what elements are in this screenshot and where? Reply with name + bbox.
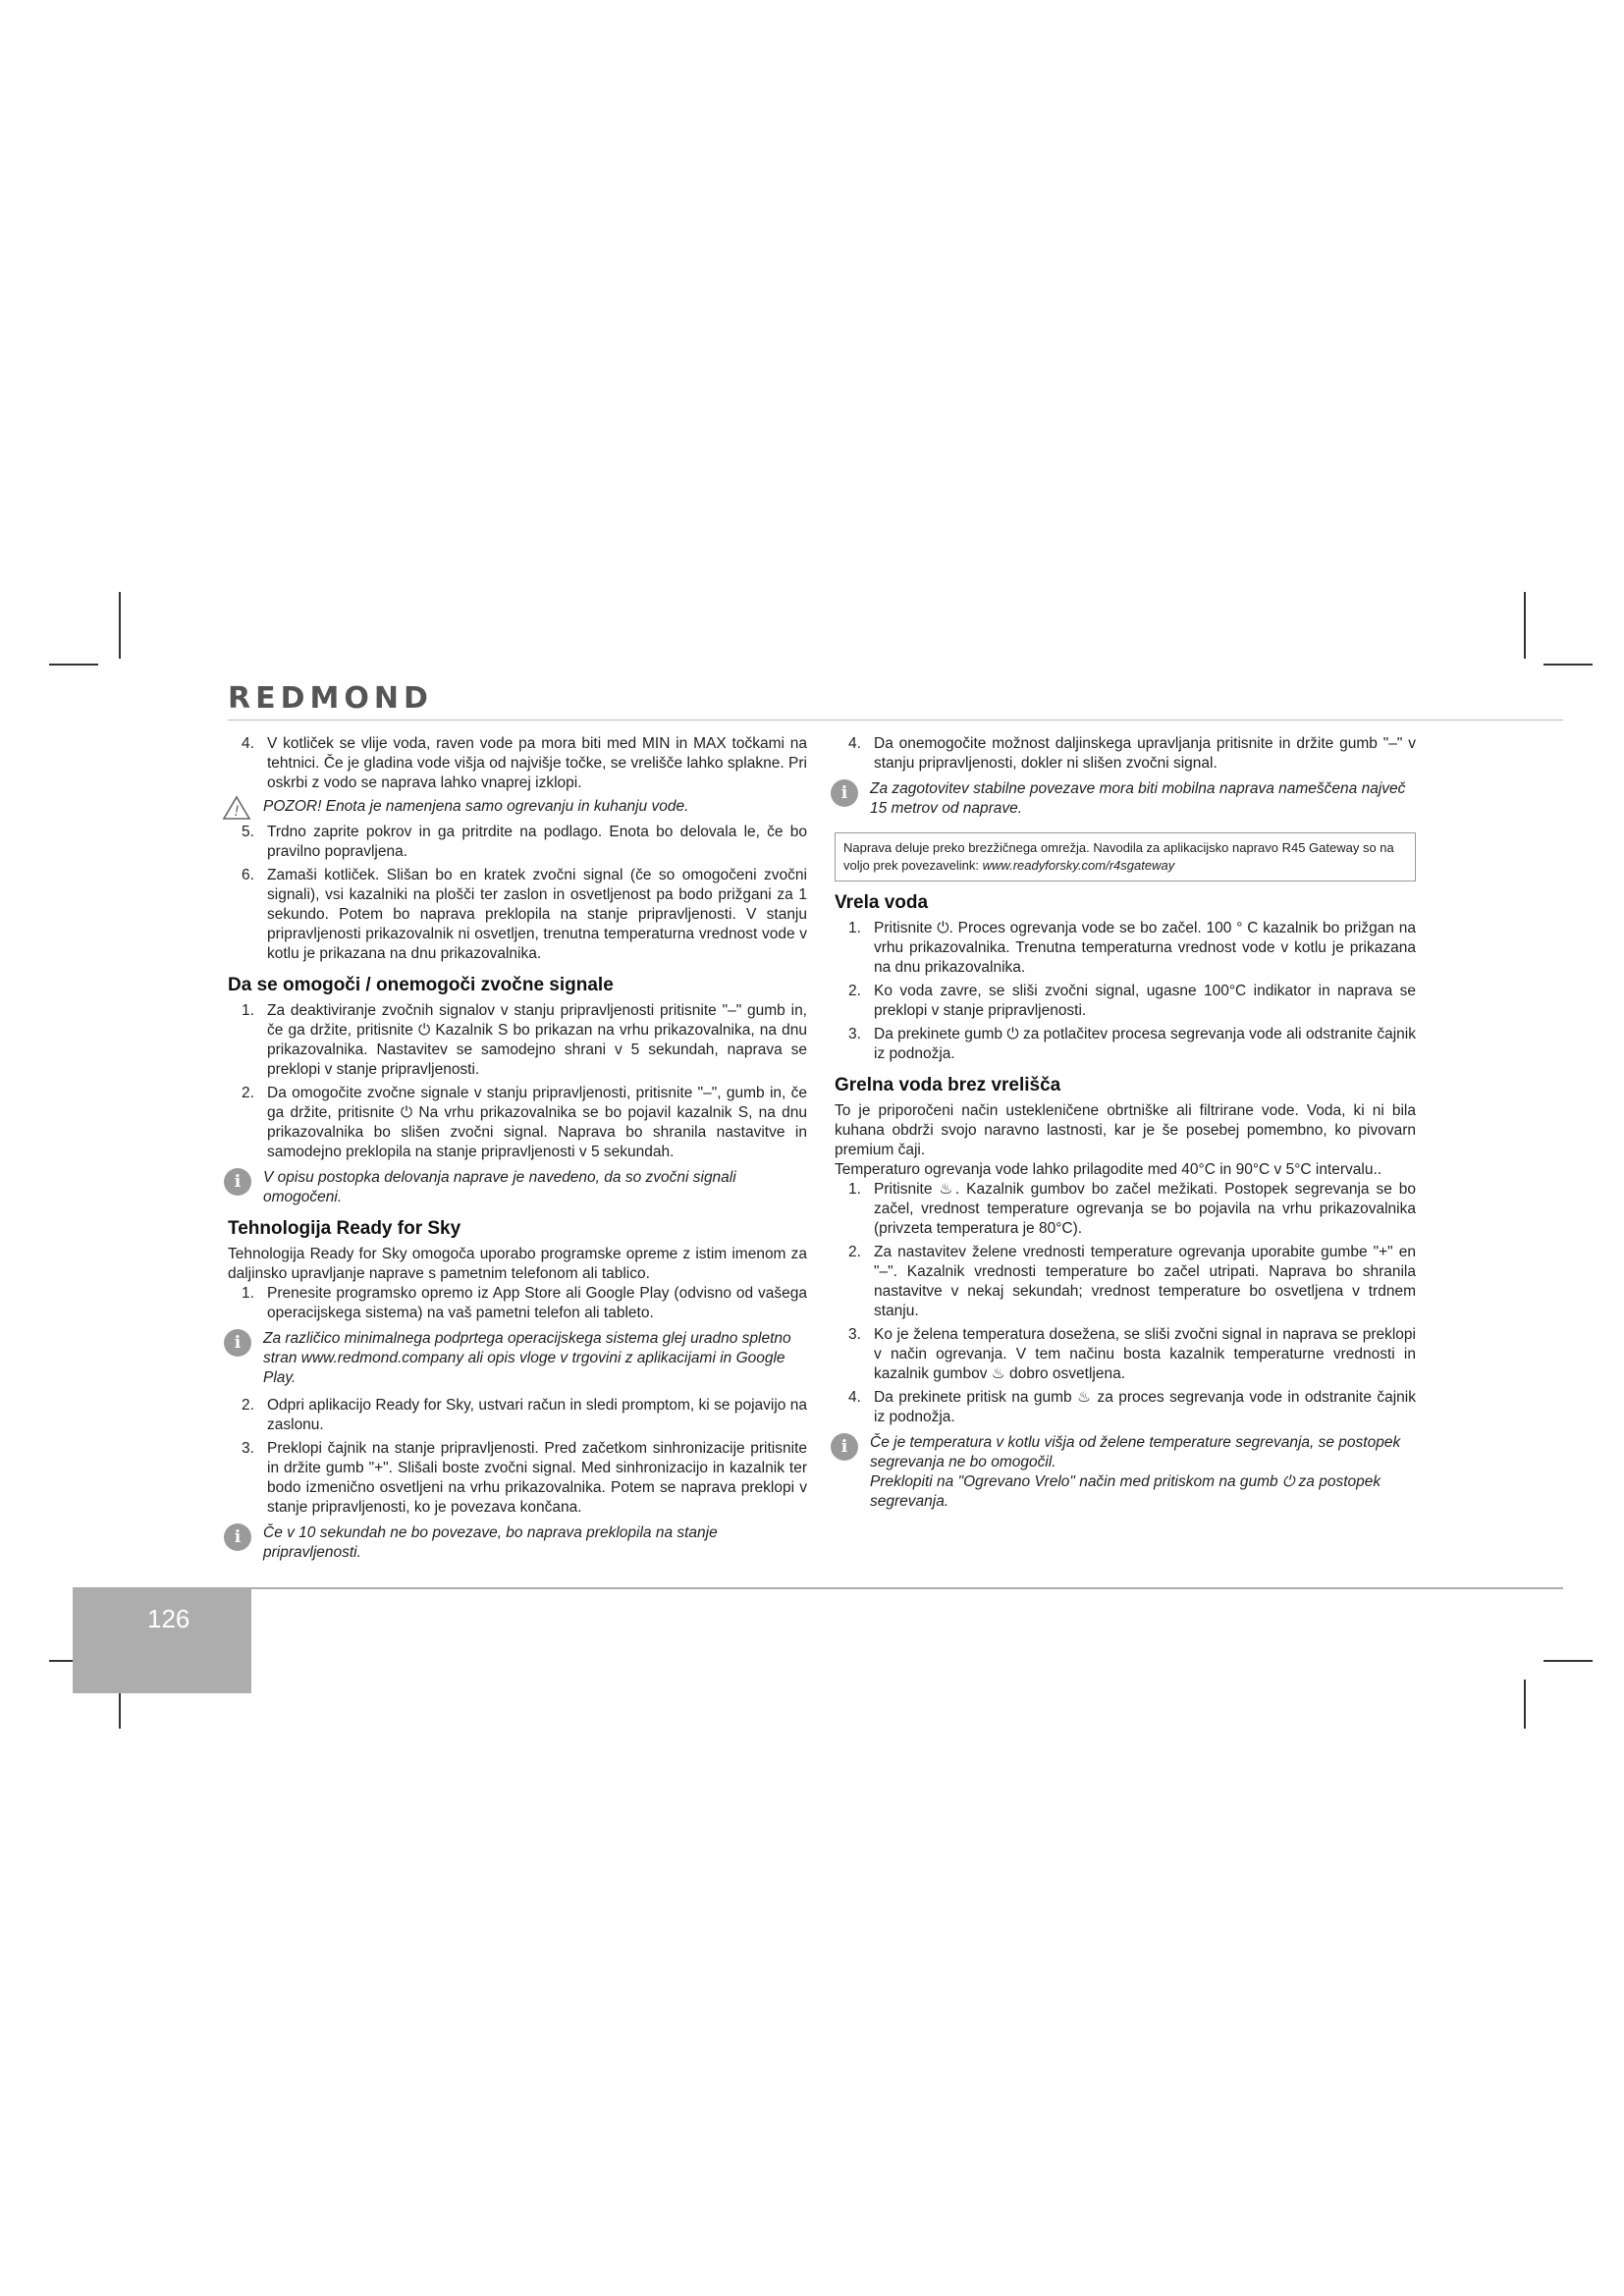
section-heading: Vrela voda <box>835 892 929 913</box>
list-item <box>228 734 807 793</box>
list-item <box>228 823 807 862</box>
item-text: Ko je želena temperatura dosežena, se sliši zvočni signal in naprava se preklopi v način ogrevanja. V tem načinu bosta kazalnik temperaturne vrednosti in kazalnik gumbov ♨ dobro osvetljena. <box>874 1326 1416 1382</box>
gateway-link[interactable]: www.readyforsky.com/r4sgateway <box>982 858 1175 873</box>
note-text: Če v 10 sekundah ne bo povezave, bo naprava preklopila na stanje pripravljenosti. <box>263 1524 718 1561</box>
list-item <box>835 919 1416 978</box>
info-icon: i <box>224 1329 251 1357</box>
list-item <box>835 1025 1416 1064</box>
list-item <box>835 1325 1416 1384</box>
footer-rule <box>251 1587 1563 1589</box>
item-number: 1. <box>242 1285 254 1302</box>
list-item <box>835 1180 1416 1239</box>
note-text: Če je temperatura v kotlu višja od želene temperature segrevanja, se postopek segrevanja ne bo omogočil. <box>870 1434 1401 1470</box>
list-item <box>835 982 1416 1021</box>
note-text: Preklopiti na "Ogrevano Vrelo" način med pritiskom na gumb ⏻ za postopek segrevanja. <box>870 1473 1381 1510</box>
item-text: Trdno zaprite pokrov in ga pritrdite na podlago. Enota bo delovala le, če bo pravilno popravljena. <box>267 824 807 860</box>
item-number: 1. <box>848 920 861 936</box>
item-text: Da prekinete gumb ⏻ za potlačitev procesa segrevanja vode ali odstranite čajnik iz podnožja. <box>874 1026 1416 1062</box>
header-rule <box>228 720 1563 721</box>
item-number: 6. <box>242 867 254 883</box>
item-number: 3. <box>242 1440 254 1457</box>
list-item <box>228 866 807 964</box>
item-text: Za deaktiviranje zvočnih signalov v stanju pripravljenosti pritisnite "–" gumb in, če ga držite, pritisnite ⏻ Kazalnik S bo prikazan na vrhu prikazovalnika, na dnu prikazovalnika. Nastavitev se samodejno shrani v 5 sekundah, naprava se preklopi v stanje pripravljenosti. <box>267 1002 807 1078</box>
list-item <box>835 1243 1416 1321</box>
crop-mark <box>1543 1660 1593 1662</box>
item-number: 3. <box>848 1026 861 1042</box>
note-text: Za različico minimalnega podprtega operacijskega sistema glej uradno spletno stran www.redmond.company ali opis vloge v trgovini z aplikacijami in Google Play. <box>263 1330 791 1386</box>
warning-icon <box>222 795 251 821</box>
item-text: Prenesite programsko opremo iz App Store ali Google Play (odvisno od vašega operacijskega sistema) na vaš pametni telefon ali tableto. <box>267 1285 807 1321</box>
item-text: Da onemogočite možnost daljinskega upravljanja pritisnite in držite gumb "–" v stanju pripravljenosti, dokler ni slišen zvočni signal. <box>874 735 1416 772</box>
item-text: V kotliček se vlije voda, raven vode pa mora biti med MIN in MAX točkami na tehtnici. Če je gladina vode višja od najvišje točke, se vrelišče lahko splakne. Pri oskrbi z vodo se naprava lahko vnaprej izklopi. <box>267 735 807 791</box>
warning-text: POZOR! Enota je namenjena samo ogrevanju in kuhanju vode. <box>263 798 689 815</box>
list-item <box>228 1084 807 1162</box>
item-number: 2. <box>848 983 861 999</box>
list-item <box>228 1439 807 1518</box>
list-item <box>228 1396 807 1435</box>
crop-mark <box>49 664 98 666</box>
item-text: Da prekinete pritisk na gumb ♨ za proces segrevanja vode in odstranite čajnik iz podnožja. <box>874 1389 1416 1425</box>
crop-mark <box>1524 592 1526 659</box>
crop-mark <box>1524 1680 1526 1729</box>
item-text: Za nastavitev želene vrednosti temperature ogrevanja uporabite gumbe "+" en "–". Kazalnik vrednosti temperature bo začel utripati. Naprava bo shranila nastavitve v nekaj sekundah; vrednost temperature bo osvetljena v trdnem stanju. <box>874 1244 1416 1319</box>
info-icon: i <box>831 779 858 807</box>
crop-mark <box>1543 664 1593 666</box>
item-text: Pritisnite ⏻. Proces ogrevanja vode se bo začel. 100 ° C kazalnik bo prižgan na vrhu prikazovalnika. Trenutna temperaturna vrednost vode v kotlu je prikazana na dnu prikazovalnika. <box>874 920 1416 976</box>
info-icon: i <box>831 1433 858 1461</box>
item-number: 1. <box>848 1181 861 1198</box>
item-number: 2. <box>242 1397 254 1414</box>
paragraph: Tehnologija Ready for Sky omogoča uporabo programske opreme z istim imenom za daljinsko upravljanje naprave s pametnim telefonom ali tablico. <box>228 1246 807 1282</box>
item-text: Ko voda zavre, se sliši zvočni signal, ugasne 100°C indikator in naprava se preklopi v stanje pripravljenosti. <box>874 983 1416 1019</box>
list-item <box>835 734 1416 774</box>
item-number: 1. <box>242 1002 254 1019</box>
item-text: Pritisnite ♨. Kazalnik gumbov bo začel mežikati. Postopek segrevanja se bo začel, vrednost temperature ogrevanja se bo pojavila na vrhu prikazovalnika (privzeta temperatura je 80°C). <box>874 1181 1416 1237</box>
item-number: 3. <box>848 1326 861 1343</box>
item-number: 4. <box>242 735 254 752</box>
info-icon: i <box>224 1523 251 1551</box>
list-item <box>835 1388 1416 1427</box>
warning-note <box>228 797 807 820</box>
item-text: Odpri aplikacijo Ready for Sky, ustvari račun in sledi promptom, ki se pojavijo na zaslonu. <box>267 1397 807 1433</box>
paragraph: To je priporočeni način ustekleničene obrtniške ali filtrirane vode. Voda, ki ni bila kuhana obdrži svojo naravno lastnosti, kar je še posebej pomembno, ko pivovarn premium čaji. <box>835 1102 1416 1158</box>
paragraph: Temperaturo ogrevanja vode lahko prilagodite med 40°C in 90°C v 5°C intervalu.. <box>835 1161 1382 1178</box>
gateway-info-box <box>835 832 1416 881</box>
item-number: 4. <box>848 735 861 752</box>
section-heading: Tehnologija Ready for Sky <box>228 1218 461 1239</box>
info-note <box>228 1168 807 1207</box>
list-item <box>228 1001 807 1080</box>
info-note <box>835 1433 1416 1512</box>
item-number: 5. <box>242 824 254 840</box>
item-number: 4. <box>848 1389 861 1406</box>
brand-logo: REDMOND <box>228 681 433 716</box>
section-heading: Da se omogoči / onemogoči zvočne signale <box>228 975 614 995</box>
info-icon: i <box>224 1168 251 1196</box>
info-note <box>228 1329 807 1388</box>
crop-mark <box>119 592 121 659</box>
item-text: Zamaši kotliček. Slišan bo en kratek zvočni signal (če so omogočeni zvočni signali), vsi kazalniki na plošči ter zaslon in osvetljenost pa bodo prižgani za 1 sekundo. Potem bo naprava preklopila na stanje pripravljenosti. V stanju pripravljenosti prikazovalnik ni osvetljen, trenutna temperaturna vrednost vode v kotlu je prikazana na dnu prikazovalnika. <box>267 867 807 962</box>
list-item <box>228 1284 807 1323</box>
box-text: Naprava deluje preko brezžičnega omrežja. Navodila za aplikacijsko napravo R45 Gateway so na voljo prek povezavelink: <box>843 840 1394 873</box>
info-note <box>835 779 1416 819</box>
right-column <box>835 734 1416 1520</box>
note-text: Za zagotovitev stabilne povezave mora biti mobilna naprava nameščena največ 15 metrov od naprave. <box>870 780 1406 817</box>
item-number: 2. <box>848 1244 861 1260</box>
svg-text:!: ! <box>234 804 240 820</box>
item-number: 2. <box>242 1085 254 1101</box>
note-text: V opisu postopka delovanja naprave je navedeno, da so zvočni signali omogočeni. <box>263 1169 736 1205</box>
section-heading: Grelna voda brez vrelišča <box>835 1075 1061 1095</box>
item-text: Da omogočite zvočne signale v stanju pripravljenosti, pritisnite "–", gumb in, če ga držite, pritisnite ⏻ Na vrhu prikazovalnika se bo pojavil kazalnik S, na dnu prikazovalnika bo slišen zvočni signal. Naprava bo shranila nastavitve in samodejno preklopila na stanje pripravljenosti v 5 sekundah. <box>267 1085 807 1160</box>
page-number: 126 <box>147 1604 190 1633</box>
left-column <box>228 734 807 1571</box>
item-text: Preklopi čajnik na stanje pripravljenosti. Pred začetkom sinhronizacije pritisnite in držite gumb "+". Slišali boste zvočni signal. Med sinhronizacijo in kazalnik ter bodo izmenično osvetljeni na vrhu prikazovalnika. Potem se naprava preklopi v stanje pripravljenosti, ko je povezava končana. <box>267 1440 807 1516</box>
info-note <box>228 1523 807 1563</box>
